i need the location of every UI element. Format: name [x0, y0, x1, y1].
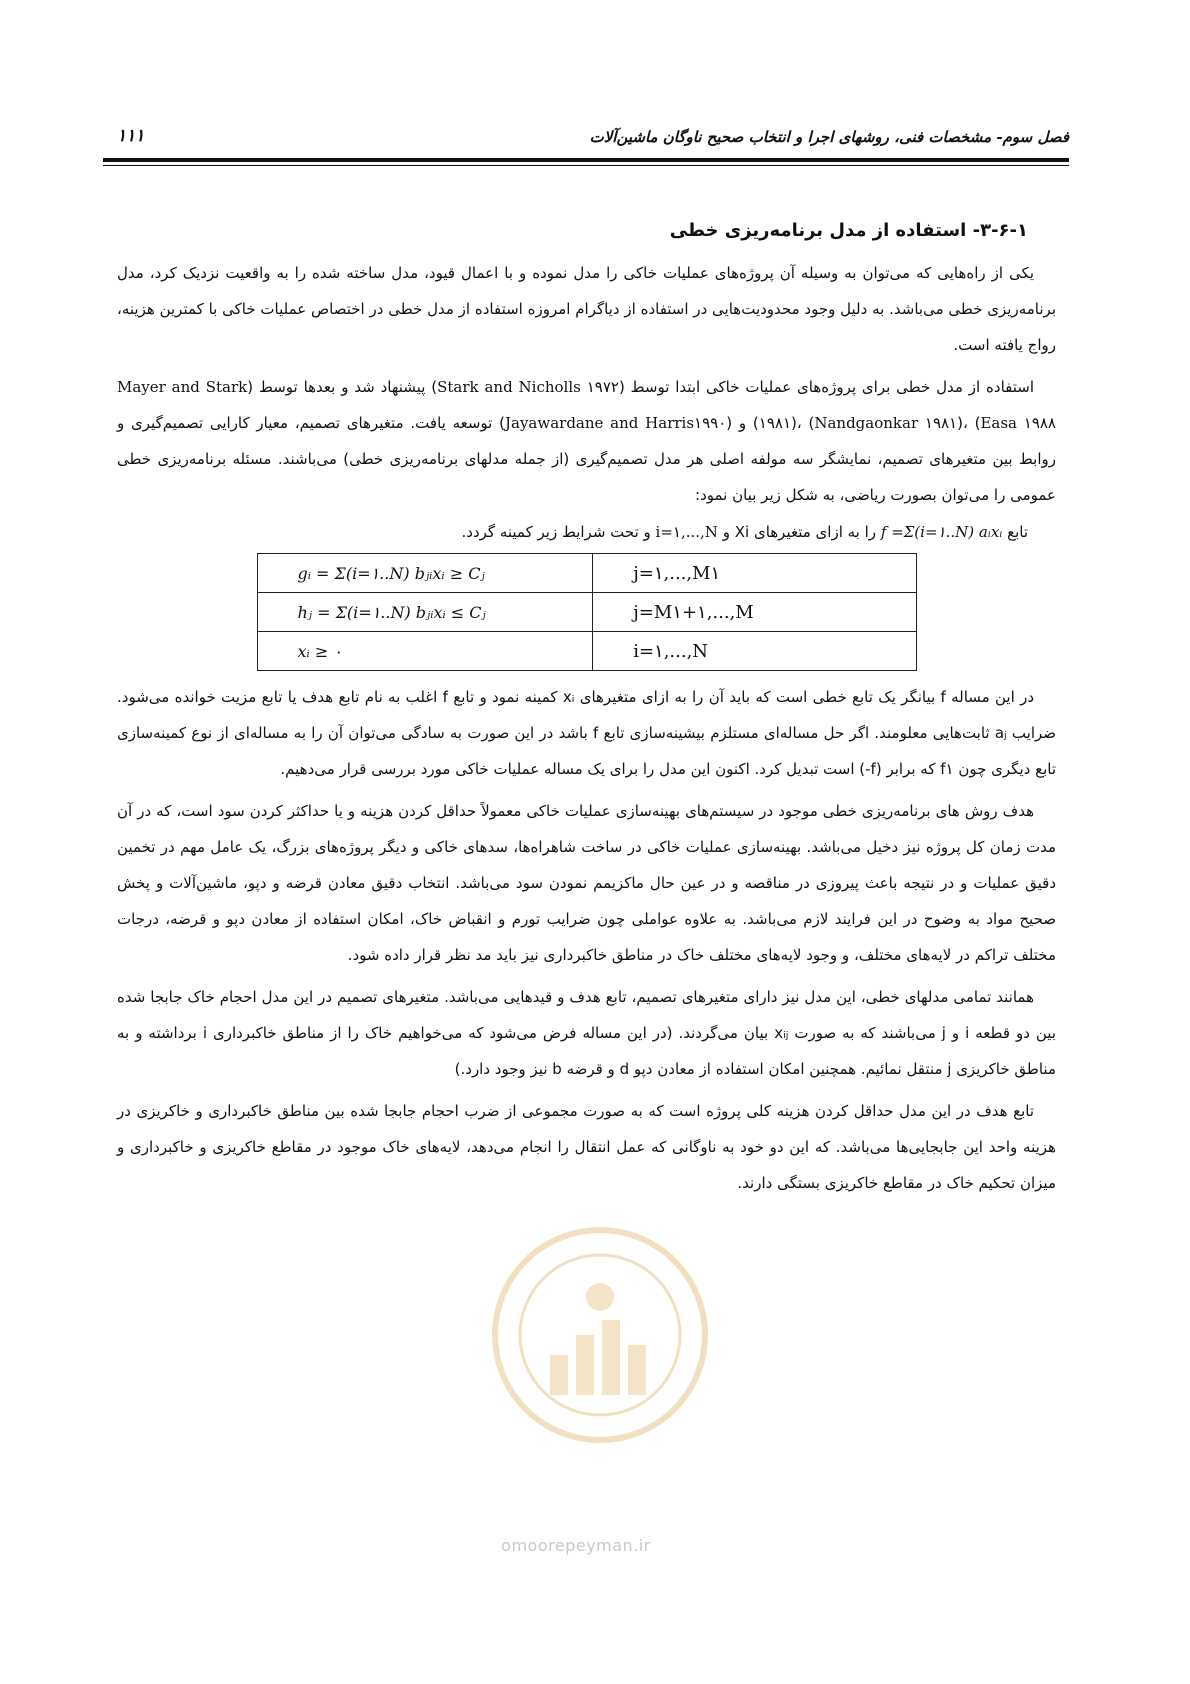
constraint-row [257, 593, 916, 632]
objective-label: تابع [1007, 523, 1028, 541]
history-text-b: ) پیشنهاد شد و بعدها توسط ( [247, 378, 438, 396]
paragraph-optimization-goal: هدف روش های برنامه‌ریزی خطی موجود در سیستم‌های بهینه‌سازی عملیات خاکی معمولاً حداقل کردن هزینه و یا حداکثر کردن سود است، که در آن مدت زمان کل پروژه نیز دخیل می‌باشد. بهینه‌سازی عملیات خاکی در ساخت شاهراه‌ها، سدهای خاکی و دیگر پروژه‌های بزرگ، یک عامل مهم در تخمین دقیق عملیات و در نتیجه باعث پیروزی در مناقصه و در عین حال ماکزیمم نمودن سود می‌باشد. انتخاب دقیق معادن قرضه و دپو، ماشین‌آلات و پخش صحیح مواد به وضوح در این فرایند لازم می‌باشد. به علاوه عواملی چون ضرایب تورم و انقباض خاک، امکان استفاده از معادن دپو و قرضه، درجات مختلف تراکم در لایه‌های مختلف، و وجود لایه‌های مختلف خاک در مناطق خاکبرداری نیز باید مد نظر قرار داده شود. [117, 802, 1056, 964]
constraint-index-range: i=۱,...,N [593, 632, 916, 671]
history-text-e: ) و ( [726, 414, 759, 432]
objective-text-post: و تحت شرایط زیر کمینه گردد. [461, 523, 651, 541]
history-text-c: )، ( [791, 414, 815, 432]
history-text-d: )، ( [957, 414, 981, 432]
reference-easa: Easa ۱۹۸۸ [980, 414, 1056, 432]
reference-mayer-stark: Mayer and Stark ۱۹۸۱ [117, 378, 792, 432]
reference-stark-nicholls: Stark and Nicholls ۱۹۷۲ [437, 378, 619, 396]
watermark-logo [430, 1205, 770, 1465]
history-text-f: ) توسعه یافت. متغیرهای تصمیم، معیار کارایی تصمیم‌گیری و روابط بین متغیرهای تصمیم، نمایشگر سه مولفه اصلی هر مدل تصمیم‌گیری (از جمله مدلهای برنامه‌ریزی خطی) می‌باشند. مسئله برنامه‌ریزی خطی عمومی را می‌توان بصورت ریاضی، به شکل زیر بیان نمود: [117, 414, 1056, 504]
page-number: ۱۱۱ [117, 126, 145, 146]
paragraph-objective-explanation: در این مساله f بیانگر یک تابع خطی است که باید آن را به ازای متغیرهای xᵢ کمینه نمود و تابع f اغلب به نام تابع هدف یا تابع مزیت خوانده می‌شود. ضرایب aⱼ ثابت‌هایی معلومند. اگر حل مساله‌ای مستلزم بیشینه‌سازی تابع f باشد در این صورت به سادگی می‌توان آن را به مساله‌ای از نوع کمینه‌سازی تابع دیگری چون f۱ که برابر (f-) است تبدیل کرد. اکنون این مدل را برای یک مساله عملیات خاکی مورد بررسی قرار می‌دهیم. [117, 688, 1056, 778]
body-content [117, 220, 1056, 1201]
constraint-row [257, 554, 916, 593]
section-heading: ۳-۶-۱- استفاده از مدل برنامه‌ریزی خطی [669, 220, 1028, 241]
constraint-expression: hⱼ = Σ(i=۱..N) bⱼᵢxᵢ ≤ Cⱼ [257, 593, 593, 632]
running-header [103, 128, 1069, 158]
objective-range: i=۱,...,N [655, 523, 718, 541]
objective-formula: f =Σ(i=۱..N) aᵢxᵢ [880, 523, 1003, 541]
constraint-expression: gᵢ = Σ(i=۱..N) bⱼᵢxᵢ ≥ Cⱼ [257, 554, 593, 593]
constraint-expression: xᵢ ≥ ۰ [257, 632, 593, 671]
constraint-row [257, 632, 916, 671]
paragraph-cost-function: تابع هدف در این مدل حداقل کردن هزینه کلی پروژه است که به صورت مجموعی از ضرب احجام جابجا شده بین مناطق خاکبرداری و خاکریزی در هزینه واحد این جابجایی‌ها می‌باشد. که این دو خود به ناوگانی که عمل انتقال را انجام می‌دهد، لایه‌های خاک موجود در مقاطع خاکریزی و خاکبرداری و میزان تحکیم خاک در مقاطع خاکریزی بستگی دارند. [117, 1102, 1056, 1192]
paragraph-decision-variables: همانند تمامی مدلهای خطی، این مدل نیز دارای متغیرهای تصمیم، تابع هدف و قیدهایی می‌باشد. متغیرهای تصمیم در این مدل احجام خاک جابجا شده بین دو قطعه i و j می‌باشند که به صورت xᵢⱼ بیان می‌گردند. (در این مساله فرض می‌شود که می‌خواهیم خاک را از مناطق خاکبرداری i برداشته و به مناطق خاکریزی j منتقل نمائیم. همچنین امکان استفاده از معادن دپو d و قرضه b نیز وجود دارد.) [117, 988, 1057, 1078]
paragraph-intro: یکی از راه‌هایی که می‌توان به وسیله آن پروژه‌های عملیات خاکی را مدل نموده و با اعمال قیود، مدل ساخته شده را به واقعیت نزدیک کرد، مدل برنامه‌ریزی خطی می‌باشد. به دلیل وجود محدودیت‌هایی در استفاده از دیاگرام امروزه استفاده از مدل خطی در اختصاص عملیات خاکی با کمترین هزینه، رواج یافته است. [117, 264, 1056, 354]
watermark-url: omoorepeyman.ir [501, 1536, 651, 1555]
constraint-index-range: j=M۱+۱,...,M [593, 593, 916, 632]
objective-function-line [117, 515, 1028, 549]
paragraph-history [117, 369, 1056, 513]
header-rule-thick [103, 158, 1069, 162]
constraint-index-range: j=۱,...,M۱ [593, 554, 916, 593]
reference-nandgaonkar: Nandgaonkar ۱۹۸۱ [814, 414, 958, 432]
objective-text-mid: را به ازای متغیرهای Xi و [722, 523, 877, 541]
header-rule-thin [103, 165, 1069, 166]
chapter-title: فصل سوم- مشخصات فنی، روشهای اجرا و انتخاب صحیح ناوگان ماشین‌آلات [589, 128, 1069, 146]
history-text-a: استفاده از مدل خطی برای پروژه‌های عملیات خاکی ابتدا توسط ( [618, 378, 1034, 396]
constraints-table [257, 553, 917, 671]
reference-jayawardane-harris: Jayawardane and Harris۱۹۹۰ [505, 414, 727, 432]
